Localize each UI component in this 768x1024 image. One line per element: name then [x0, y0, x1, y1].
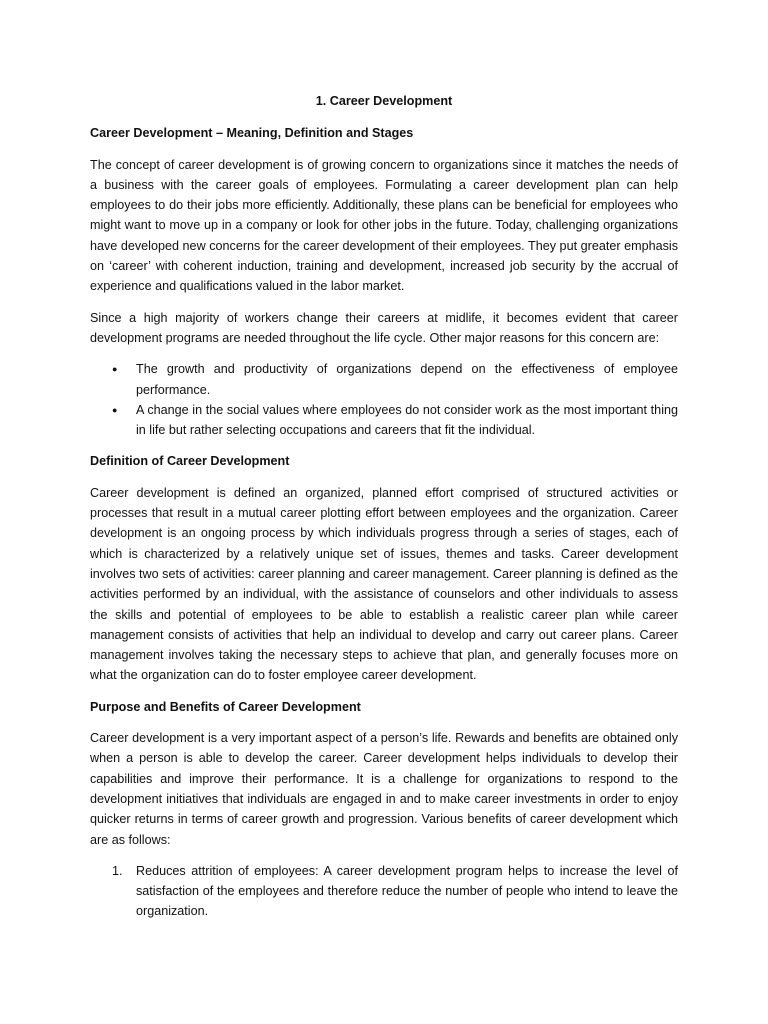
midlife-paragraph: Since a high majority of workers change their careers at midlife, it becomes evident that career development programs are needed throughout the life cycle. Other major reasons for this concern are:: [90, 310, 678, 345]
bullet-text: The growth and productivity of organizations depend on the effectiveness of employee performance.: [136, 362, 678, 397]
list-item: [90, 861, 678, 922]
main-heading: Career Development – Meaning, Definition and Stages: [90, 126, 414, 141]
list-number: 1.: [112, 863, 123, 878]
bullet-icon: ●: [112, 404, 118, 415]
definition-heading: Definition of Career Development: [90, 454, 290, 469]
bullet-text: A change in the social values where employees do not consider work as the most important thing in life but rather selecting occupations and careers that fit the individual.: [136, 402, 678, 438]
document-title: 1. Career Development: [315, 94, 453, 108]
reasons-bullet-list: [90, 359, 678, 440]
definition-paragraph: Career development is defined an organized, planned effort comprised of structured activities or processes that result in a mutual career plotting effort between employees and the organization. Career development is an ongoing process by which individuals progress through a series of stages, each of which is characterized by a relatively unique set of issues, themes and tasks. Career development involves two sets of activities: career planning and career management. Career planning is defined as the activities performed by an individual, with the assistance of counselors and other individuals to assess the skills and potential of employees to be able to establish a realistic career plan while career management consists of activities that help an individual to develop and carry out career plans. Career management involves taking the necessary steps to achieve that plan, and generally focuses more on what the organization can do to foster employee career development.: [90, 485, 678, 683]
list-item: [90, 359, 678, 400]
purpose-paragraph: Career development is a very important aspect of a person’s life. Rewards and benefits are obtained only when a person is able to develop the career. Career development helps individuals to develop their capabilities and improve their performance. It is a challenge for organizations to respond to the development initiatives that individuals are engaged in and to make career investments in order to enjoy quicker returns in terms of career growth and progression. Various benefits of career development which are as follows:: [90, 731, 678, 847]
intro-paragraph: The concept of career development is of growing concern to organizations since it matches the needs of a business with the career goals of employees. Formulating a career development plan can help employees to do their jobs more efficiently. Additionally, these plans can be beneficial for employees who might want to move up in a company or look for other jobs in the future. Today, challenging organizations have developed new concerns for the career development of their employees. They put greater emphasis on ‘career’ with coherent induction, training and development, increased job security by the accrual of experience and qualifications valued in the labor market.: [90, 157, 678, 294]
benefits-numbered-list: [90, 861, 678, 922]
bullet-icon: ●: [112, 364, 118, 375]
list-item-text: Reduces attrition of employees: A career development program helps to increase the level of satisfaction of the employees and therefore reduce the number of people who intend to leave the organization.: [136, 863, 678, 919]
list-item: [90, 400, 678, 441]
purpose-heading: Purpose and Benefits of Career Development: [90, 699, 361, 714]
